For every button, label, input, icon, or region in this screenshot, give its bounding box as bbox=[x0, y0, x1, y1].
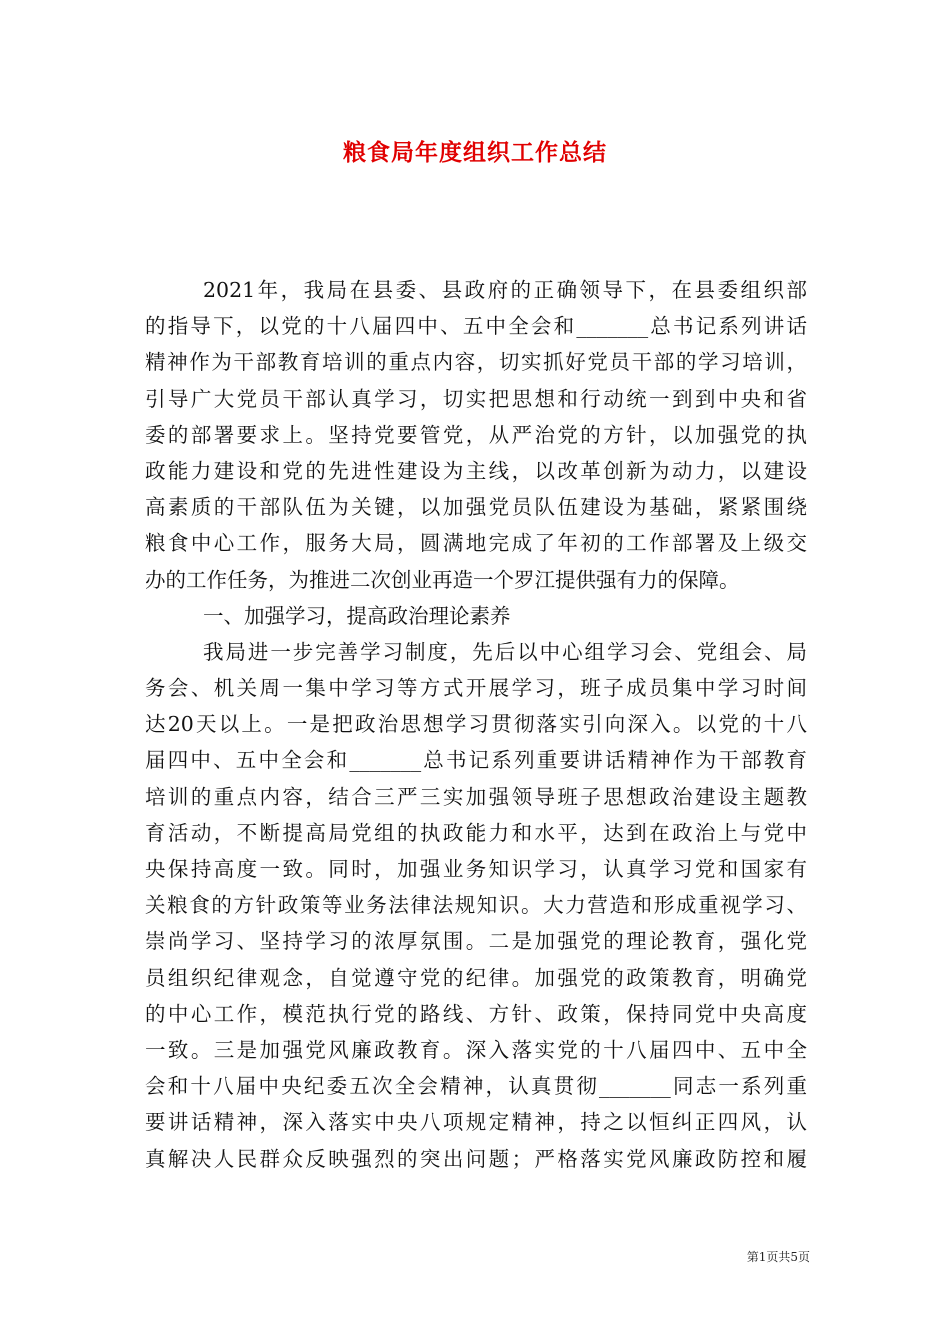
body-line: 委的部署要求上。坚持党要管党，从严治党的方针，以加强党的执 bbox=[145, 422, 807, 447]
body-line: 要讲话精神，深入落实中央八项规定精神，持之以恒纠正四风，认 bbox=[145, 1110, 807, 1135]
body-line: 粮食中心工作，服务大局，圆满地完成了年初的工作部署及上级交 bbox=[145, 531, 807, 556]
body-line: 的指导下，以党的十八届四中、五中全会和_______总书记系列讲话 bbox=[145, 314, 807, 339]
body-line: 高素质的干部队伍为关键，以加强党员队伍建设为基础，紧紧围绕 bbox=[145, 495, 807, 520]
body-line: 我局进一步完善学习制度，先后以中心组学习会、党组会、局 bbox=[203, 639, 807, 664]
body-line: 2021年，我局在县委、县政府的正确领导下，在县委组织部 bbox=[203, 278, 807, 302]
body-line: 关粮食的方针政策等业务法律法规知识。大力营造和形成重视学习、 bbox=[145, 893, 807, 918]
body-line: 办的工作任务，为推进二次创业再造一个罗江提供强有力的保障。 bbox=[145, 567, 740, 592]
body-line: 员组织纪律观念，自觉遵守党的纪律。加强党的政策教育，明确党 bbox=[145, 965, 807, 990]
section-heading: 一、加强学习，提高政治理论素养 bbox=[203, 603, 511, 628]
body-line: 务会、机关周一集中学习等方式开展学习，班子成员集中学习时间 bbox=[145, 676, 807, 701]
body-line: 育活动，不断提高局党组的执政能力和水平，达到在政治上与党中 bbox=[145, 820, 807, 845]
document-body bbox=[145, 278, 807, 1183]
page-number: 第1页共5页 bbox=[746, 1250, 810, 1264]
body-line: 精神作为干部教育培训的重点内容，切实抓好党员干部的学习培训， bbox=[145, 350, 807, 375]
body-line: 央保持高度一致。同时，加强业务知识学习，认真学习党和国家有 bbox=[145, 857, 807, 881]
body-line: 崇尚学习、坚持学习的浓厚氛围。二是加强党的理论教育，强化党 bbox=[145, 929, 807, 954]
body-line: 真解决人民群众反映强烈的突出问题；严格落实党风廉政防控和履 bbox=[145, 1146, 807, 1171]
body-line: 届四中、五中全会和_______总书记系列重要讲话精神作为干部教育 bbox=[145, 748, 807, 773]
body-line: 一致。三是加强党风廉政教育。深入落实党的十八届四中、五中全 bbox=[145, 1037, 807, 1062]
body-line: 会和十八届中央纪委五次全会精神，认真贯彻_______同志一系列重 bbox=[145, 1074, 807, 1099]
page-title: 粮食局年度组织工作总结 bbox=[343, 140, 607, 166]
body-line: 达20天以上。一是把政治思想学习贯彻落实引向深入。以党的十八 bbox=[145, 712, 807, 737]
body-line: 引导广大党员干部认真学习，切实把思想和行动统一到到中央和省 bbox=[145, 386, 807, 411]
body-line: 的中心工作，模范执行党的路线、方针、政策，保持同党中央高度 bbox=[145, 1001, 807, 1026]
body-line: 政能力建设和党的先进性建设为主线，以改革创新为动力，以建设 bbox=[145, 458, 807, 483]
body-line: 培训的重点内容，结合三严三实加强领导班子思想政治建设主题教 bbox=[145, 784, 807, 809]
